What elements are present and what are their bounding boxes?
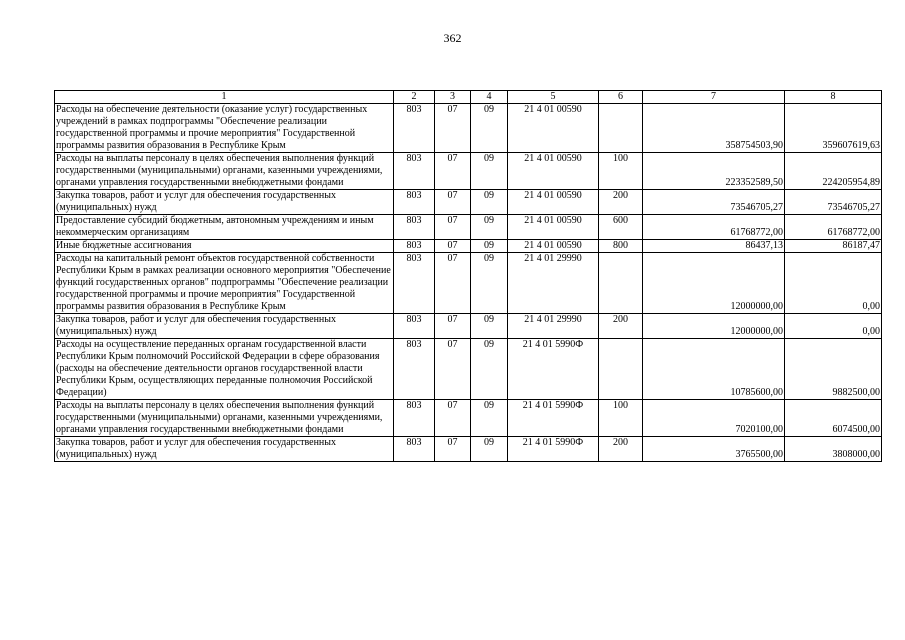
section-code-cell: 07 — [435, 240, 471, 253]
target-article-cell: 21 4 01 00590 — [508, 190, 599, 215]
expense-name-cell: Закупка товаров, работ и услуг для обеспечения государственных (муниципальных) нужд — [55, 190, 394, 215]
header-cell: 7 — [643, 91, 785, 104]
section-code-cell: 07 — [435, 400, 471, 437]
header-cell: 2 — [394, 91, 435, 104]
subsection-code-cell: 09 — [471, 190, 508, 215]
ministry-code-cell: 803 — [394, 339, 435, 400]
target-article-cell: 21 4 01 00590 — [508, 153, 599, 190]
expense-type-cell: 200 — [599, 314, 643, 339]
ministry-code-cell: 803 — [394, 253, 435, 314]
amount-year2-cell: 359607619,63 — [785, 104, 882, 153]
amount-year2-cell: 0,00 — [785, 314, 882, 339]
subsection-code-cell: 09 — [471, 104, 508, 153]
header-cell: 1 — [55, 91, 394, 104]
amount-year1-cell: 10785600,00 — [643, 339, 785, 400]
table-header-row — [55, 91, 882, 104]
expense-name-cell: Иные бюджетные ассигнования — [55, 240, 394, 253]
ministry-code-cell: 803 — [394, 240, 435, 253]
expense-type-cell: 600 — [599, 215, 643, 240]
table-row — [55, 314, 882, 339]
header-cell: 6 — [599, 91, 643, 104]
amount-year1-cell: 3765500,00 — [643, 437, 785, 462]
amount-year2-cell: 61768772,00 — [785, 215, 882, 240]
expense-type-cell — [599, 339, 643, 400]
expense-type-cell: 100 — [599, 153, 643, 190]
header-cell: 4 — [471, 91, 508, 104]
expense-name-cell: Закупка товаров, работ и услуг для обеспечения государственных (муниципальных) нужд — [55, 437, 394, 462]
table-row — [55, 400, 882, 437]
table-row — [55, 240, 882, 253]
header-cell: 3 — [435, 91, 471, 104]
amount-year2-cell: 0,00 — [785, 253, 882, 314]
expense-type-cell — [599, 253, 643, 314]
expense-type-cell: 200 — [599, 437, 643, 462]
section-code-cell: 07 — [435, 153, 471, 190]
expense-name-cell: Расходы на капитальный ремонт объектов государственной собственности Республики Крым в рамках реализации основного мероприятия "Обеспечение функций государственных органов" подпрограммы "Обеспечение реализации государственной программы и прочие мероприятия" Государственной программы развития образования в Республике Крым — [55, 253, 394, 314]
target-article-cell: 21 4 01 00590 — [508, 240, 599, 253]
table-row — [55, 190, 882, 215]
expense-type-cell: 800 — [599, 240, 643, 253]
subsection-code-cell: 09 — [471, 253, 508, 314]
amount-year2-cell: 86187,47 — [785, 240, 882, 253]
amount-year2-cell: 6074500,00 — [785, 400, 882, 437]
table-row — [55, 215, 882, 240]
amount-year2-cell: 9882500,00 — [785, 339, 882, 400]
subsection-code-cell: 09 — [471, 314, 508, 339]
target-article-cell: 21 4 01 00590 — [508, 104, 599, 153]
section-code-cell: 07 — [435, 104, 471, 153]
subsection-code-cell: 09 — [471, 400, 508, 437]
page-number: 362 — [443, 31, 462, 45]
amount-year1-cell: 223352589,50 — [643, 153, 785, 190]
ministry-code-cell: 803 — [394, 190, 435, 215]
amount-year2-cell: 224205954,89 — [785, 153, 882, 190]
ministry-code-cell: 803 — [394, 400, 435, 437]
ministry-code-cell: 803 — [394, 215, 435, 240]
expense-type-cell: 200 — [599, 190, 643, 215]
amount-year1-cell: 12000000,00 — [643, 253, 785, 314]
amount-year1-cell: 61768772,00 — [643, 215, 785, 240]
section-code-cell: 07 — [435, 253, 471, 314]
expense-name-cell: Расходы на обеспечение деятельности (оказание услуг) государственных учреждений в рамках подпрограммы "Обеспечение реализации государственной программы и прочие мероприятия" Государственной программы развития образования в Республике Крым — [55, 104, 394, 153]
section-code-cell: 07 — [435, 314, 471, 339]
amount-year1-cell: 86437,13 — [643, 240, 785, 253]
target-article-cell: 21 4 01 00590 — [508, 215, 599, 240]
header-cell: 8 — [785, 91, 882, 104]
target-article-cell: 21 4 01 5990Ф — [508, 400, 599, 437]
expense-name-cell: Предоставление субсидий бюджетным, автономным учреждениям и иным некоммерческим организациям — [55, 215, 394, 240]
ministry-code-cell: 803 — [394, 104, 435, 153]
ministry-code-cell: 803 — [394, 153, 435, 190]
expense-name-cell: Закупка товаров, работ и услуг для обеспечения государственных (муниципальных) нужд — [55, 314, 394, 339]
table-row — [55, 437, 882, 462]
subsection-code-cell: 09 — [471, 215, 508, 240]
amount-year2-cell: 3808000,00 — [785, 437, 882, 462]
target-article-cell: 21 4 01 5990Ф — [508, 437, 599, 462]
subsection-code-cell: 09 — [471, 240, 508, 253]
amount-year1-cell: 73546705,27 — [643, 190, 785, 215]
section-code-cell: 07 — [435, 339, 471, 400]
table-row — [55, 253, 882, 314]
table-row — [55, 153, 882, 190]
expense-type-cell: 100 — [599, 400, 643, 437]
ministry-code-cell: 803 — [394, 314, 435, 339]
expense-type-cell — [599, 104, 643, 153]
expense-name-cell: Расходы на выплаты персоналу в целях обеспечения выполнения функций государственными (муниципальными) органами, казенными учреждениями, органами управления государственными внебюджетными фондами — [55, 400, 394, 437]
budget-table — [54, 90, 882, 462]
table-row — [55, 104, 882, 153]
header-cell: 5 — [508, 91, 599, 104]
table-row — [55, 339, 882, 400]
subsection-code-cell: 09 — [471, 153, 508, 190]
ministry-code-cell: 803 — [394, 437, 435, 462]
amount-year2-cell: 73546705,27 — [785, 190, 882, 215]
target-article-cell: 21 4 01 5990Ф — [508, 339, 599, 400]
expense-name-cell: Расходы на выплаты персоналу в целях обеспечения выполнения функций государственными (муниципальными) органами, казенными учреждениями, органами управления государственными внебюджетными фондами — [55, 153, 394, 190]
amount-year1-cell: 12000000,00 — [643, 314, 785, 339]
section-code-cell: 07 — [435, 437, 471, 462]
section-code-cell: 07 — [435, 215, 471, 240]
subsection-code-cell: 09 — [471, 339, 508, 400]
amount-year1-cell: 7020100,00 — [643, 400, 785, 437]
target-article-cell: 21 4 01 29990 — [508, 314, 599, 339]
amount-year1-cell: 358754503,90 — [643, 104, 785, 153]
section-code-cell: 07 — [435, 190, 471, 215]
subsection-code-cell: 09 — [471, 437, 508, 462]
expense-name-cell: Расходы на осуществление переданных органам государственной власти Республики Крым полномочий Российской Федерации в сфере образования (расходы на обеспечение деятельности органов государственной власти Республики Крым, осуществляющих переданные полномочия Российской Федерации) — [55, 339, 394, 400]
target-article-cell: 21 4 01 29990 — [508, 253, 599, 314]
